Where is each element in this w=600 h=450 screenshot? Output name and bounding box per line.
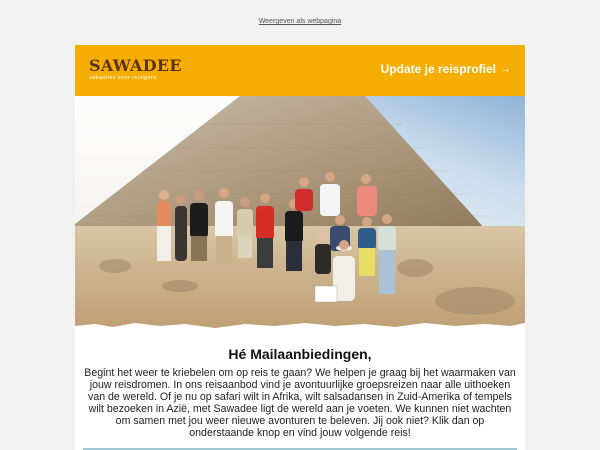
preheader xyxy=(0,0,600,44)
greeting-heading: Hé Mailaanbiedingen, xyxy=(228,346,372,362)
email-container xyxy=(75,45,525,450)
arrow-right-icon: → xyxy=(500,62,511,75)
intro-paragraph: Begint het weer te kriebelen om op reis te gaan? We helpen je graag bij het waarmaken van jouw reisdromen. In ons reisaanbod vind je avontuurlijke groepsreizen naar alle uithoeken van de wereld. Of je nu op safari wilt in Afrika, wilt salsadansen in Zuid-Amerika of tempels wilt bezoeken in Azië, met Sawadee ligt de wereld aan je voeten. We kunnen niet wachten om samen met jou weer nieuwe avonturen te beleven. Jij ook niet? Klik dan op onderstaande knop en vind jouw volgende reis! xyxy=(84,367,516,439)
view-as-webpage-link[interactable]: Weergeven als webpagina xyxy=(258,18,342,25)
logo-tagline: vakanties voor reizigers xyxy=(89,75,157,81)
email-header xyxy=(75,45,525,96)
torn-paper-edge xyxy=(75,320,525,332)
group-of-travellers xyxy=(75,96,525,332)
update-profile-link[interactable] xyxy=(381,62,511,76)
update-profile-label: Update je reisprofiel xyxy=(380,62,496,76)
hero-image[interactable] xyxy=(75,96,525,332)
sawadee-logo[interactable] xyxy=(89,58,182,81)
logo-name: SAWADEE xyxy=(89,56,182,75)
